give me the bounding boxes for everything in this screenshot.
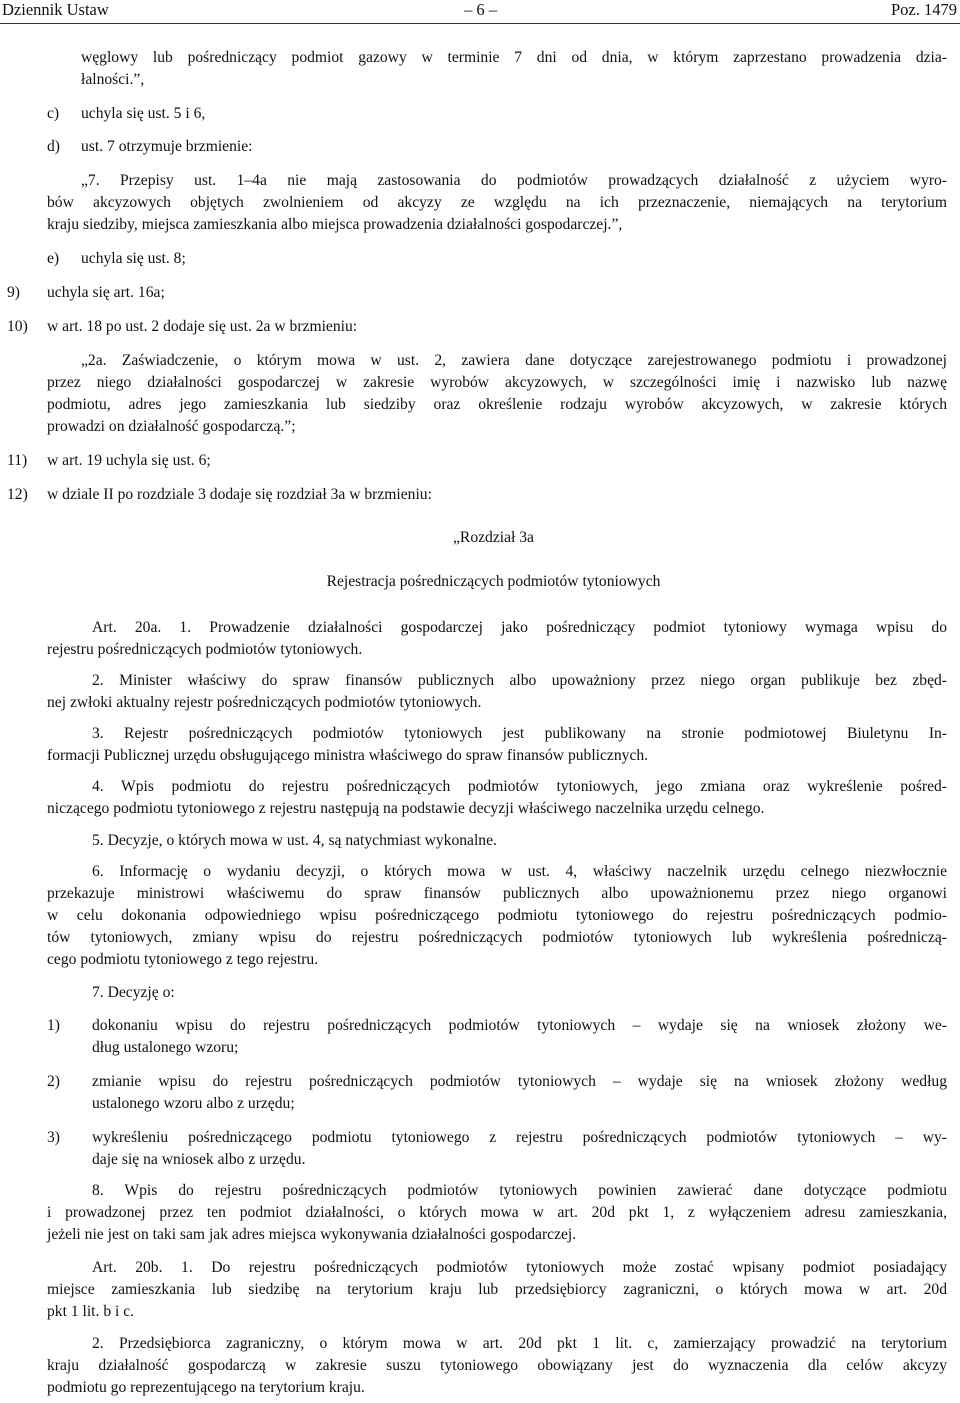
- list-item-label: 1): [47, 1017, 60, 1034]
- text-line: „2a. Zaświadczenie, o którym mowa w ust. 2, zawiera dane dotyczące zarejestrowanego podmiotu i prowadzonej: [81, 352, 947, 369]
- text-line: dług ustalonego wzoru;: [92, 1039, 239, 1056]
- text-line: tów tytoniowych, zmiany wpisu do rejestru pośredniczących podmiotów tytoniowych lub wykreślenia pośredniczą-: [47, 929, 947, 946]
- text-line: w celu dokonania odpowiedniego wpisu pośredniczącego podmiotu tytoniowego do rejestru pośredniczących podmio-: [47, 907, 947, 924]
- text-line: 2. Minister właściwy do spraw finansów publicznych albo upoważniony przez niego organ publikuje bez zbęd-: [92, 672, 947, 689]
- text-line: podmiotu, adres jego zamieszkania lub siedziby oraz określenie rodzaju wyrobów akcyzowych, w zakresie których: [47, 396, 947, 413]
- list-item-text: dokonaniu wpisu do rejestru pośredniczących podmiotów tytoniowych – wydaje się na wniosek złożony we-: [92, 1017, 947, 1034]
- list-item-label: 3): [47, 1129, 60, 1146]
- text-line: rejestru pośredniczących podmiotów tytoniowych.: [47, 641, 363, 658]
- list-item-text: w art. 18 po ust. 2 dodaje się ust. 2a w brzmieniu:: [47, 318, 358, 335]
- list-item-label: d): [47, 138, 60, 155]
- text-line: Art. 20a. 1. Prowadzenie działalności gospodarczej jako pośredniczący podmiot tytoniowy wymaga wpisu do: [92, 619, 947, 636]
- list-item-text: wykreśleniu pośredniczącego podmiotu tytoniowego z rejestru pośredniczących podmiotów tytoniowych – wy-: [92, 1129, 947, 1146]
- text-line: 3. Rejestr pośredniczących podmiotów tytoniowych jest publikowany na stronie podmiotowej Biuletynu In-: [92, 725, 947, 742]
- list-item-text: ust. 7 otrzymuje brzmienie:: [81, 138, 253, 155]
- text-line: nej zwłoki aktualny rejestr pośredniczących podmiotów tytoniowych.: [47, 694, 482, 711]
- page-number: – 6 –: [464, 0, 497, 19]
- text-line: 8. Wpis do rejestru pośredniczących podmiotów tytoniowych powinien zawierać dane dotyczące podmiotu: [92, 1182, 947, 1199]
- text-line: Art. 20b. 1. Do rejestru pośredniczących podmiotów tytoniowych może zostać wpisany podmiot posiadający: [92, 1259, 947, 1276]
- list-item-text: uchyla się ust. 5 i 6,: [81, 105, 206, 122]
- position-number: Poz. 1479: [891, 0, 957, 19]
- text-line: podmiotu go reprezentującego na terytorium kraju.: [47, 1379, 365, 1396]
- text-line: 5. Decyzje, o których mowa w ust. 4, są natychmiast wykonalne.: [92, 832, 497, 849]
- text-line: niczącego podmiotu tytoniowego z rejestru następują na podstawie decyzji właściwego naczelnika urzędu celnego.: [47, 800, 765, 817]
- list-item-text: zmianie wpisu do rejestru pośredniczących podmiotów tytoniowych – wydaje się na wniosek złożony według: [92, 1073, 947, 1090]
- text-line: ustalonego wzoru albo z urzędu;: [92, 1095, 295, 1112]
- text-line: 4. Wpis podmiotu do rejestru pośredniczących podmiotów tytoniowych, jego zmiana oraz wykreślenie pośred-: [92, 778, 947, 795]
- list-item-label: 11): [7, 452, 28, 469]
- text-line: kraju siedziby, miejsca zamieszkania albo miejsca prowadzenia działalności gospodarczej.”,: [47, 216, 623, 233]
- text-line: „7. Przepisy ust. 1–4a nie mają zastosowania do podmiotów prowadzących działalność z użyciem wyro-: [81, 172, 947, 189]
- list-item-text: uchyla się art. 16a;: [47, 284, 165, 301]
- text-line: bów akcyzowych objętych zwolnieniem od akcyzy ze względu na ich przeznaczenie, niemających na terytorium: [47, 194, 947, 211]
- journal-title: Dziennik Ustaw: [2, 0, 109, 19]
- text-line: łalności.”,: [81, 71, 145, 88]
- text-line: 7. Decyzję o:: [92, 984, 175, 1001]
- text-line: formacji Publicznej urzędu obsługującego ministra właściwego do spraw finansów publicznych.: [47, 747, 649, 764]
- text-line: prowadzi on działalność gospodarczą.”;: [47, 418, 296, 435]
- list-item-label: 2): [47, 1073, 60, 1090]
- chapter-heading: „Rozdział 3a: [453, 529, 534, 546]
- text-line: miejsce zamieszkania lub siedzibę na terytorium kraju lub przedsiębiorcy zagraniczni, o których mowa w art. 20d: [47, 1281, 947, 1298]
- header-rule: [0, 23, 960, 24]
- text-line: przez niego działalności gospodarczej w zakresie wyrobów akcyzowych, w szczególności imię i nazwisko lub nazwę: [47, 374, 947, 391]
- text-line: daje się na wniosek albo z urzędu.: [92, 1151, 306, 1168]
- text-line: kraju działalność gospodarczą w zakresie suszu tytoniowego obowiązany jest do wyznaczenia dla celów akcyzy: [47, 1357, 947, 1374]
- text-line: jeżeli nie jest on taki sam jak adres miejsca wykonywania działalności gospodarczej.: [47, 1226, 577, 1243]
- text-line: węglowy lub pośredniczący podmiot gazowy w terminie 7 dni od dnia, w którym zaprzestano prowadzenia dzia-: [81, 49, 947, 66]
- text-line: 2. Przedsiębiorca zagraniczny, o którym mowa w art. 20d pkt 1 lit. c, zamierzający prowadzić na terytorium: [92, 1335, 947, 1352]
- text-line: pkt 1 lit. b i c.: [47, 1303, 135, 1320]
- list-item-text: uchyla się ust. 8;: [81, 250, 186, 267]
- list-item-label: 9): [7, 284, 20, 301]
- list-item-label: 12): [7, 486, 28, 503]
- list-item-text: w dziale II po rozdziale 3 dodaje się rozdział 3a w brzmieniu:: [47, 486, 432, 503]
- text-line: cego podmiotu tytoniowego z tego rejestru.: [47, 951, 319, 968]
- text-line: przekazuje ministrowi właściwemu do spraw finansów publicznych albo upoważnionemu przez niego organowi: [47, 885, 947, 902]
- list-item-text: w art. 19 uchyla się ust. 6;: [47, 452, 211, 469]
- list-item-label: 10): [7, 318, 28, 335]
- list-item-label: c): [47, 105, 60, 122]
- list-item-label: e): [47, 250, 60, 267]
- text-line: 6. Informację o wydaniu decyzji, o których mowa w ust. 4, właściwy naczelnik urzędu celnego niezwłocznie: [92, 863, 947, 880]
- chapter-heading: Rejestracja pośredniczących podmiotów tytoniowych: [326, 573, 661, 590]
- text-line: i prowadzonej przez ten podmiot działalności, o których mowa w art. 20d pkt 1, z wyłączeniem adresu zamieszkania,: [47, 1204, 947, 1221]
